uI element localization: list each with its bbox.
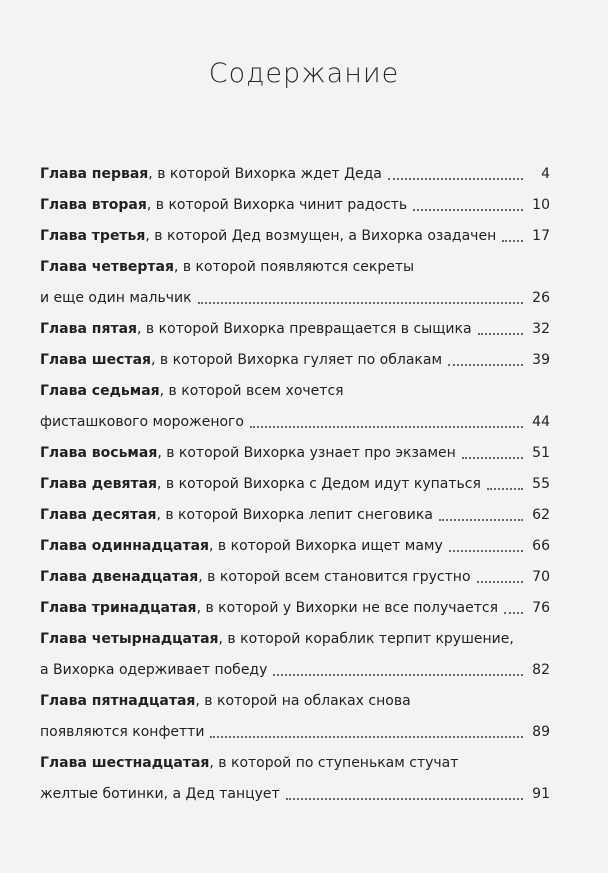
dot-leader <box>502 228 523 242</box>
chapter-description: , в которой по ступенькам стучат <box>209 754 459 771</box>
chapter-heading: Глава шестая <box>40 351 152 368</box>
chapter-heading: Глава первая <box>40 165 149 182</box>
toc-entry <box>40 468 550 499</box>
chapter-heading: Глава шестнадцатая <box>40 754 210 771</box>
chapter-description: , в которой Вихорка с Дедом идут купаться <box>157 475 481 492</box>
chapter-description-continued: фисташкового мороженого <box>40 413 244 430</box>
toc-entry <box>40 251 550 282</box>
toc-entry <box>40 592 550 623</box>
page-number: 55 <box>532 475 550 492</box>
page-title: Содержание <box>208 58 400 89</box>
page-number: 91 <box>532 785 550 802</box>
chapter-description: , в которой Вихорка лепит снеговика <box>156 506 433 523</box>
toc-entry <box>40 623 550 654</box>
chapter-description: , в которой Вихорка чинит радость <box>146 196 408 213</box>
chapter-heading: Глава пятнадцатая <box>40 692 196 709</box>
toc-entry <box>40 530 550 561</box>
toc-entry-continuation <box>40 716 550 747</box>
page-number: 10 <box>532 196 550 213</box>
toc-entry <box>40 189 550 220</box>
page-number: 66 <box>532 537 550 554</box>
chapter-description: , в которой на облаках снова <box>195 692 411 709</box>
dot-leader <box>449 538 523 552</box>
chapter-heading: Глава четырнадцатая <box>40 630 219 647</box>
dot-leader <box>286 786 523 800</box>
page-number: 76 <box>532 599 550 616</box>
toc-entry <box>40 437 550 468</box>
dot-leader <box>210 724 523 738</box>
chapter-heading: Глава вторая <box>40 196 147 213</box>
page-number: 39 <box>532 351 550 368</box>
toc-entry <box>40 158 550 189</box>
chapter-description-continued: появляются конфетти <box>40 723 205 740</box>
chapter-heading: Глава десятая <box>40 506 157 523</box>
dot-leader <box>413 197 523 211</box>
chapter-description-continued: а Вихорка одерживает победу <box>40 661 268 678</box>
toc-entry <box>40 685 550 716</box>
dot-leader <box>462 445 523 459</box>
toc-entry-continuation <box>40 282 550 313</box>
chapter-description: , в которой у Вихорки не все получается <box>196 599 499 616</box>
chapter-heading: Глава одиннадцатая <box>40 537 210 554</box>
dot-leader <box>504 600 523 614</box>
toc-entry <box>40 561 550 592</box>
chapter-heading: Глава третья <box>40 227 146 244</box>
chapter-heading: Глава тринадцатая <box>40 599 197 616</box>
page-number: 70 <box>532 568 550 585</box>
chapter-description: , в которой кораблик терпит крушение, <box>218 630 514 647</box>
chapter-heading: Глава девятая <box>40 475 158 492</box>
chapter-description: , в которой Вихорка гуляет по облакам <box>151 351 443 368</box>
toc-entry <box>40 499 550 530</box>
dot-leader <box>478 321 523 335</box>
dot-leader <box>477 569 523 583</box>
toc-entry <box>40 220 550 251</box>
page-number: 32 <box>532 320 550 337</box>
toc-entry-continuation <box>40 406 550 437</box>
toc-entry-continuation <box>40 778 550 809</box>
chapter-description: , в которой всем становится грустно <box>198 568 471 585</box>
toc-entry <box>40 747 550 778</box>
chapter-description-continued: желтые ботинки, а Дед танцует <box>40 785 280 802</box>
page-number: 82 <box>532 661 550 678</box>
chapter-description: , в которой появляются секреты <box>173 258 415 275</box>
dot-leader <box>439 507 523 521</box>
dot-leader <box>448 352 523 366</box>
chapter-description: , в которой Вихорка ждет Деда <box>148 165 382 182</box>
dot-leader <box>487 476 523 490</box>
chapter-heading: Глава седьмая <box>40 382 160 399</box>
page-number: 26 <box>532 289 550 306</box>
dot-leader <box>388 166 523 180</box>
page-number: 44 <box>532 413 550 430</box>
chapter-description: , в которой Дед возмущен, а Вихорка озадачен <box>145 227 497 244</box>
dot-leader <box>198 290 523 304</box>
toc-entry-continuation <box>40 654 550 685</box>
chapter-heading: Глава пятая <box>40 320 138 337</box>
chapter-description: , в которой Вихорка превращается в сыщика <box>137 320 472 337</box>
dot-leader <box>273 662 523 676</box>
page-number: 51 <box>532 444 550 461</box>
page-number: 62 <box>532 506 550 523</box>
table-of-contents <box>40 158 550 809</box>
toc-entry <box>40 344 550 375</box>
page-number: 89 <box>532 723 550 740</box>
page-number: 4 <box>541 165 550 182</box>
chapter-heading: Глава двенадцатая <box>40 568 199 585</box>
chapter-description: , в которой Вихорка ищет маму <box>209 537 443 554</box>
toc-entry <box>40 375 550 406</box>
chapter-heading: Глава четвертая <box>40 258 174 275</box>
chapter-description-continued: и еще один мальчик <box>40 289 192 306</box>
dot-leader <box>250 414 523 428</box>
page-number: 17 <box>532 227 550 244</box>
chapter-heading: Глава восьмая <box>40 444 158 461</box>
toc-entry <box>40 313 550 344</box>
chapter-description: , в которой Вихорка узнает про экзамен <box>157 444 456 461</box>
chapter-description: , в которой всем хочется <box>159 382 344 399</box>
